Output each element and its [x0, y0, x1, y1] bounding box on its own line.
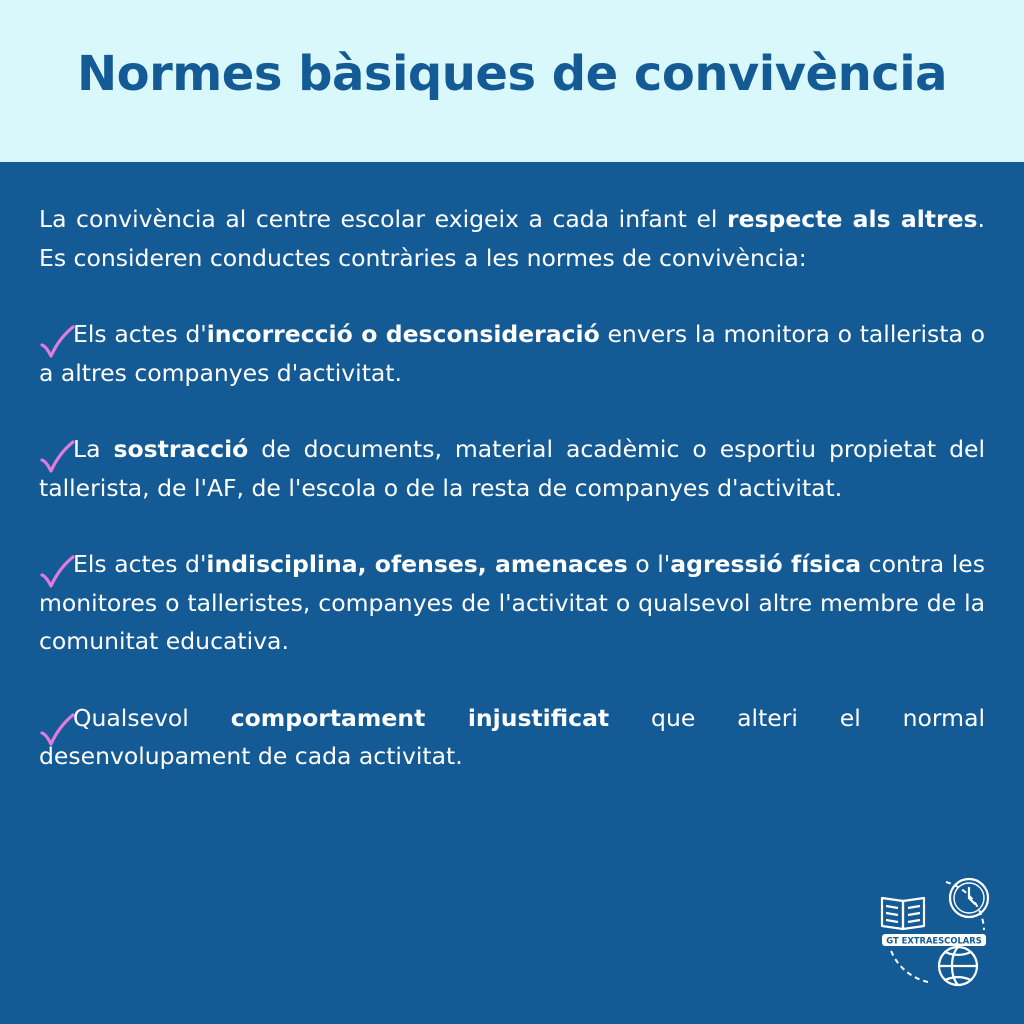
- basketball-icon: [939, 947, 977, 985]
- rule-3-text-1: Els actes d': [73, 550, 207, 578]
- checkmark-icon: [39, 555, 75, 591]
- rule-item-1: [39, 315, 985, 392]
- checkmark-icon: [39, 440, 75, 476]
- logo-text: GT EXTRAESCOLARS: [886, 935, 982, 946]
- rule-4-text-1: Qualsevol: [73, 703, 231, 732]
- rule-2-bold-1: sostracció: [113, 435, 249, 463]
- checkmark-icon: [39, 713, 75, 749]
- rule-3-bold-1: indisciplina, ofenses, amenaces: [206, 550, 628, 578]
- rule-item-4: [39, 699, 985, 776]
- book-icon: [882, 898, 924, 929]
- gt-extraescolars-logo: [876, 876, 992, 988]
- intro-bold-1: respecte als altres: [727, 205, 978, 233]
- rule-2-text-1: La: [73, 435, 114, 463]
- checkmark-icon: [39, 325, 75, 361]
- rule-4-text-2: que alteri el normal desenvolupament de cada activitat.: [39, 703, 985, 770]
- intro-text-1: La convivència al centre escolar exigeix a cada infant el: [39, 205, 728, 233]
- rule-3-bold-2: agressió física: [670, 550, 862, 578]
- header-band: [0, 0, 1024, 162]
- rule-1-text-2: envers la monitora o tallerista o a altres companyes d'activitat.: [39, 320, 985, 387]
- rule-1-text-1: Els actes d': [73, 320, 207, 348]
- rule-3-text-3: contra les monitores o talleristes, companyes de l'activitat o qualsevol altre membre de la comunitat educativa.: [39, 550, 985, 655]
- intro-text-2: . Es consideren conductes contràries a les normes de convivència:: [39, 205, 985, 272]
- intro-paragraph: [39, 200, 985, 277]
- rule-2-text-2: de documents, material acadèmic o esportiu propietat del tallerista, de l'AF, de l'escola o de la resta de companyes d'activitat.: [39, 435, 985, 502]
- clock-icon: [950, 879, 988, 917]
- rule-1-bold-1: incorrecció o desconsideració: [206, 320, 600, 348]
- rule-item-3: [39, 545, 985, 661]
- page-title: Normes bàsiques de convivència: [76, 46, 948, 102]
- content: [39, 200, 985, 776]
- rule-4-bold-1: comportament injustificat: [230, 703, 610, 732]
- rule-3-text-2: o l': [627, 550, 671, 578]
- rule-item-2: [39, 430, 985, 507]
